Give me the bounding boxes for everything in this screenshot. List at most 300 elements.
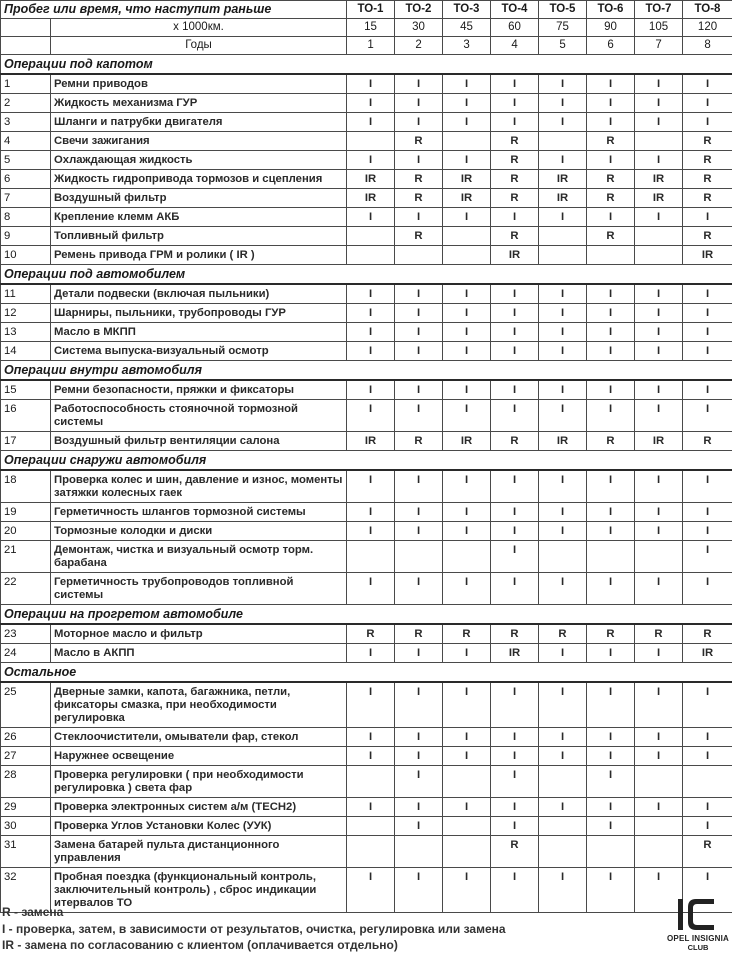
operation-code-cell: I: [491, 728, 539, 747]
operation-code-cell: I: [683, 728, 732, 747]
operation-code-cell: R: [443, 624, 491, 644]
operation-code-cell: I: [491, 522, 539, 541]
operation-code-cell: I: [491, 682, 539, 728]
operation-code-cell: R: [491, 170, 539, 189]
operation-code-cell: I: [347, 868, 395, 913]
operation-number: 30: [1, 817, 51, 836]
operation-code-cell: I: [683, 284, 732, 304]
operation-code-cell: [443, 836, 491, 868]
operation-code-cell: I: [347, 400, 395, 432]
operation-code-cell: I: [395, 113, 443, 132]
operation-row: [1, 74, 732, 94]
operation-code-cell: [635, 817, 683, 836]
operation-code-cell: I: [587, 682, 635, 728]
operation-row: [1, 470, 732, 503]
operation-code-cell: I: [587, 323, 635, 342]
operation-code-cell: I: [347, 470, 395, 503]
operation-code-cell: I: [491, 766, 539, 798]
operation-code-cell: R: [539, 624, 587, 644]
operation-code-cell: I: [491, 380, 539, 400]
to-label: ТО-8: [683, 1, 732, 19]
operation-code-cell: I: [587, 74, 635, 94]
operation-description: Ремень привода ГРМ и ролики ( IR ): [51, 246, 347, 265]
operation-code-cell: [347, 766, 395, 798]
operation-code-cell: I: [395, 94, 443, 113]
operation-description: Демонтаж, чистка и визуальный осмотр торм. барабана: [51, 541, 347, 573]
operation-row: [1, 380, 732, 400]
operation-code-cell: I: [347, 208, 395, 227]
section-header-row: [1, 361, 732, 381]
operation-code-cell: I: [347, 573, 395, 605]
operation-row: [1, 342, 732, 361]
operation-code-cell: I: [395, 817, 443, 836]
operation-row: [1, 284, 732, 304]
operation-code-cell: IR: [443, 170, 491, 189]
operation-code-cell: R: [491, 227, 539, 246]
operation-description: Жидкость механизма ГУР: [51, 94, 347, 113]
year-value: 1: [347, 37, 395, 55]
operation-code-cell: R: [491, 189, 539, 208]
logo-text-line1: OPEL INSIGNIA: [666, 934, 730, 943]
year-value: 5: [539, 37, 587, 55]
operation-code-cell: I: [587, 151, 635, 170]
operation-code-cell: I: [539, 284, 587, 304]
operation-code-cell: I: [443, 573, 491, 605]
operation-number: 21: [1, 541, 51, 573]
operation-description: Детали подвески (включая пыльники): [51, 284, 347, 304]
operation-code-cell: I: [539, 74, 587, 94]
operation-code-cell: IR: [539, 170, 587, 189]
operation-code-cell: I: [347, 682, 395, 728]
operation-row: [1, 766, 732, 798]
operation-code-cell: [443, 766, 491, 798]
operation-code-cell: I: [395, 747, 443, 766]
operation-row: [1, 432, 732, 451]
operation-code-cell: IR: [539, 432, 587, 451]
operation-description: Моторное масло и фильтр: [51, 624, 347, 644]
operation-code-cell: I: [635, 644, 683, 663]
operation-code-cell: I: [443, 323, 491, 342]
operation-description: Ремни приводов: [51, 74, 347, 94]
operation-code-cell: [539, 541, 587, 573]
operation-code-cell: I: [539, 94, 587, 113]
operation-code-cell: I: [683, 682, 732, 728]
mileage-value: 30: [395, 19, 443, 37]
operation-description: Проверка электронных систем а/м (TECH2): [51, 798, 347, 817]
to-label: ТО-4: [491, 1, 539, 19]
operation-code-cell: I: [347, 522, 395, 541]
operation-code-cell: I: [635, 682, 683, 728]
operation-code-cell: R: [395, 189, 443, 208]
operation-code-cell: R: [587, 189, 635, 208]
operation-code-cell: I: [683, 304, 732, 323]
to-label: ТО-5: [539, 1, 587, 19]
operation-code-cell: I: [443, 747, 491, 766]
operation-code-cell: [587, 541, 635, 573]
operation-code-cell: I: [491, 94, 539, 113]
operation-code-cell: I: [635, 342, 683, 361]
operation-code-cell: [395, 541, 443, 573]
operation-code-cell: I: [683, 94, 732, 113]
operation-code-cell: I: [491, 470, 539, 503]
operation-code-cell: I: [539, 868, 587, 913]
operation-code-cell: I: [395, 573, 443, 605]
legend-r: R - замена: [2, 905, 64, 919]
operation-code-cell: I: [539, 323, 587, 342]
operation-code-cell: R: [683, 227, 732, 246]
operation-number: 23: [1, 624, 51, 644]
operation-row: [1, 541, 732, 573]
operation-code-cell: I: [587, 747, 635, 766]
operation-row: [1, 113, 732, 132]
operation-code-cell: I: [539, 113, 587, 132]
operation-code-cell: I: [491, 323, 539, 342]
operation-code-cell: [395, 246, 443, 265]
operation-code-cell: [635, 836, 683, 868]
operation-description: Воздушный фильтр: [51, 189, 347, 208]
operation-code-cell: I: [683, 470, 732, 503]
operation-code-cell: I: [683, 208, 732, 227]
operation-row: [1, 170, 732, 189]
header-row-to: [1, 1, 732, 19]
operation-code-cell: I: [539, 304, 587, 323]
operation-code-cell: [683, 766, 732, 798]
operation-code-cell: R: [587, 432, 635, 451]
operation-row: [1, 682, 732, 728]
operation-code-cell: I: [395, 208, 443, 227]
operation-code-cell: [587, 246, 635, 265]
operation-code-cell: [539, 246, 587, 265]
operation-number: 2: [1, 94, 51, 113]
operation-code-cell: I: [395, 304, 443, 323]
operation-code-cell: I: [683, 503, 732, 522]
year-value: 4: [491, 37, 539, 55]
operation-code-cell: I: [491, 868, 539, 913]
operation-code-cell: I: [539, 380, 587, 400]
operation-code-cell: I: [539, 503, 587, 522]
mileage-value: 120: [683, 19, 732, 37]
to-label: ТО-3: [443, 1, 491, 19]
operation-code-cell: R: [683, 189, 732, 208]
operation-code-cell: I: [347, 94, 395, 113]
operation-code-cell: IR: [443, 432, 491, 451]
operation-code-cell: [347, 836, 395, 868]
operation-code-cell: I: [491, 798, 539, 817]
year-value: 7: [635, 37, 683, 55]
operation-code-cell: [635, 766, 683, 798]
operation-code-cell: I: [395, 644, 443, 663]
operation-row: [1, 817, 732, 836]
legend-ir: IR - замена по согласованию с клиентом (оплачивается отдельно): [2, 938, 398, 952]
operation-description: Проверка регулировки ( при необходимости регулировка ) света фар: [51, 766, 347, 798]
operation-code-cell: R: [587, 227, 635, 246]
operation-code-cell: I: [347, 728, 395, 747]
operation-code-cell: [539, 817, 587, 836]
operation-code-cell: R: [491, 624, 539, 644]
operation-description: Жидкость гидропривода тормозов и сцепления: [51, 170, 347, 189]
mileage-value: 60: [491, 19, 539, 37]
operation-code-cell: R: [587, 170, 635, 189]
mileage-value: 105: [635, 19, 683, 37]
operation-code-cell: I: [635, 798, 683, 817]
operation-number: 6: [1, 170, 51, 189]
operation-row: [1, 522, 732, 541]
operation-code-cell: [443, 227, 491, 246]
to-label: ТО-6: [587, 1, 635, 19]
operation-number: 26: [1, 728, 51, 747]
operation-code-cell: I: [347, 323, 395, 342]
operation-code-cell: I: [347, 503, 395, 522]
operation-code-cell: I: [635, 503, 683, 522]
operation-number: 9: [1, 227, 51, 246]
operation-code-cell: R: [395, 432, 443, 451]
operation-number: 17: [1, 432, 51, 451]
operation-code-cell: I: [539, 573, 587, 605]
operation-code-cell: I: [587, 817, 635, 836]
operation-code-cell: IR: [347, 189, 395, 208]
operation-code-cell: I: [443, 342, 491, 361]
operation-description: Шланги и патрубки двигателя: [51, 113, 347, 132]
operation-code-cell: I: [443, 284, 491, 304]
operation-code-cell: I: [491, 541, 539, 573]
operation-code-cell: R: [635, 624, 683, 644]
mileage-value: 15: [347, 19, 395, 37]
operation-row: [1, 227, 732, 246]
operation-code-cell: R: [395, 227, 443, 246]
operation-code-cell: R: [587, 132, 635, 151]
mileage-label: х 1000км.: [51, 19, 347, 37]
operation-description: Герметичность шлангов тормозной системы: [51, 503, 347, 522]
operation-code-cell: I: [683, 113, 732, 132]
operation-code-cell: I: [491, 747, 539, 766]
operation-code-cell: I: [539, 728, 587, 747]
operation-code-cell: I: [635, 400, 683, 432]
operation-description: Замена батарей пульта дистанционного управления: [51, 836, 347, 868]
section-title: Операции под капотом: [1, 55, 732, 75]
operation-code-cell: I: [683, 323, 732, 342]
operation-code-cell: R: [683, 836, 732, 868]
operation-code-cell: I: [347, 747, 395, 766]
operation-number: 18: [1, 470, 51, 503]
operation-row: [1, 246, 732, 265]
operation-code-cell: I: [683, 74, 732, 94]
operation-code-cell: I: [347, 284, 395, 304]
operation-number: 24: [1, 644, 51, 663]
operation-code-cell: I: [491, 304, 539, 323]
ic-monogram-icon: [676, 898, 716, 932]
operation-code-cell: [539, 766, 587, 798]
operation-code-cell: [395, 836, 443, 868]
operation-code-cell: I: [539, 400, 587, 432]
operation-code-cell: IR: [347, 432, 395, 451]
section-header-row: [1, 605, 732, 625]
operation-code-cell: I: [491, 284, 539, 304]
operation-code-cell: I: [539, 208, 587, 227]
operation-code-cell: I: [587, 503, 635, 522]
operation-code-cell: I: [635, 94, 683, 113]
operation-code-cell: I: [395, 503, 443, 522]
operation-code-cell: I: [635, 747, 683, 766]
operation-code-cell: I: [587, 113, 635, 132]
operation-code-cell: I: [395, 284, 443, 304]
operation-code-cell: I: [443, 470, 491, 503]
operation-code-cell: I: [539, 798, 587, 817]
operation-code-cell: I: [587, 284, 635, 304]
header-row-years: [1, 37, 732, 55]
operation-code-cell: I: [683, 541, 732, 573]
operation-code-cell: I: [587, 798, 635, 817]
operation-code-cell: I: [443, 728, 491, 747]
operation-code-cell: I: [539, 682, 587, 728]
operation-code-cell: I: [395, 400, 443, 432]
operation-code-cell: I: [395, 522, 443, 541]
logo-text-line2: CLUB: [687, 943, 709, 952]
operation-number: 11: [1, 284, 51, 304]
operation-code-cell: I: [395, 470, 443, 503]
mileage-value: 45: [443, 19, 491, 37]
operation-code-cell: I: [635, 284, 683, 304]
operation-code-cell: I: [539, 644, 587, 663]
section-header-row: [1, 663, 732, 683]
operation-code-cell: I: [683, 342, 732, 361]
operation-code-cell: I: [491, 74, 539, 94]
year-value: 8: [683, 37, 732, 55]
operation-description: Масло в АКПП: [51, 644, 347, 663]
operation-code-cell: I: [347, 74, 395, 94]
operation-code-cell: I: [443, 74, 491, 94]
operation-number: 15: [1, 380, 51, 400]
operation-description: Крепление клемм АКБ: [51, 208, 347, 227]
mileage-value: 75: [539, 19, 587, 37]
section-title: Операции под автомобилем: [1, 265, 732, 285]
operation-row: [1, 94, 732, 113]
to-label: ТО-7: [635, 1, 683, 19]
operation-number: 14: [1, 342, 51, 361]
operation-code-cell: I: [587, 573, 635, 605]
operation-code-cell: I: [587, 94, 635, 113]
operation-code-cell: I: [347, 380, 395, 400]
operation-code-cell: I: [587, 380, 635, 400]
operation-code-cell: I: [395, 728, 443, 747]
section-title: Остальное: [1, 663, 732, 683]
operation-code-cell: I: [443, 798, 491, 817]
operation-code-cell: IR: [491, 246, 539, 265]
operation-code-cell: I: [539, 151, 587, 170]
operation-code-cell: I: [491, 817, 539, 836]
operation-code-cell: I: [683, 747, 732, 766]
operation-description: Проверка колес и шин, давление и износ, моменты затяжки колесных гаек: [51, 470, 347, 503]
section-title: Операции на прогретом автомобиле: [1, 605, 732, 625]
operation-description: Топливный фильтр: [51, 227, 347, 246]
operation-code-cell: [635, 132, 683, 151]
operation-code-cell: I: [395, 74, 443, 94]
operation-number: 27: [1, 747, 51, 766]
operation-code-cell: [347, 132, 395, 151]
operation-number: 28: [1, 766, 51, 798]
operation-description: Шарниры, пыльники, трубопроводы ГУР: [51, 304, 347, 323]
operation-code-cell: I: [395, 380, 443, 400]
operation-code-cell: I: [683, 522, 732, 541]
operation-code-cell: I: [443, 151, 491, 170]
operation-code-cell: I: [587, 644, 635, 663]
operation-row: [1, 132, 732, 151]
operation-code-cell: I: [395, 868, 443, 913]
operation-code-cell: I: [635, 304, 683, 323]
operation-row: [1, 400, 732, 432]
operation-code-cell: I: [395, 682, 443, 728]
operation-code-cell: I: [443, 400, 491, 432]
operation-code-cell: I: [347, 113, 395, 132]
operation-number: 4: [1, 132, 51, 151]
operation-description: Тормозные колодки и диски: [51, 522, 347, 541]
operation-code-cell: I: [347, 151, 395, 170]
operation-row: [1, 189, 732, 208]
operation-code-cell: I: [587, 304, 635, 323]
operation-code-cell: I: [395, 342, 443, 361]
operation-code-cell: R: [491, 132, 539, 151]
operation-number: 19: [1, 503, 51, 522]
operation-code-cell: [347, 541, 395, 573]
operation-code-cell: IR: [443, 189, 491, 208]
operation-code-cell: R: [587, 624, 635, 644]
operation-code-cell: I: [347, 798, 395, 817]
operation-code-cell: I: [347, 342, 395, 361]
operation-code-cell: [443, 246, 491, 265]
operation-code-cell: [635, 227, 683, 246]
operation-code-cell: I: [395, 798, 443, 817]
operation-code-cell: [443, 817, 491, 836]
operation-code-cell: R: [683, 624, 732, 644]
year-value: 6: [587, 37, 635, 55]
operation-row: [1, 798, 732, 817]
operation-row: [1, 208, 732, 227]
operation-code-cell: R: [395, 624, 443, 644]
year-value: 3: [443, 37, 491, 55]
operation-code-cell: I: [683, 573, 732, 605]
operation-code-cell: [539, 227, 587, 246]
operation-number: 5: [1, 151, 51, 170]
operation-code-cell: I: [587, 868, 635, 913]
operation-description: Стеклоочистители, омыватели фар, стекол: [51, 728, 347, 747]
operation-code-cell: R: [683, 151, 732, 170]
operation-row: [1, 304, 732, 323]
operation-code-cell: I: [635, 380, 683, 400]
operation-code-cell: [443, 541, 491, 573]
operation-code-cell: I: [635, 208, 683, 227]
header-blank-cell: [1, 19, 51, 37]
operation-code-cell: I: [635, 113, 683, 132]
operation-description: Ремни безопасности, пряжки и фиксаторы: [51, 380, 347, 400]
operation-description: Работоспособность стояночной тормозной системы: [51, 400, 347, 432]
operation-code-cell: I: [539, 522, 587, 541]
operation-code-cell: I: [587, 342, 635, 361]
operation-number: 13: [1, 323, 51, 342]
operation-code-cell: I: [443, 208, 491, 227]
operation-description: Свечи зажигания: [51, 132, 347, 151]
operation-code-cell: IR: [491, 644, 539, 663]
operation-code-cell: IR: [683, 246, 732, 265]
operation-code-cell: [539, 836, 587, 868]
operation-description: Охлаждающая жидкость: [51, 151, 347, 170]
operation-code-cell: I: [443, 868, 491, 913]
operation-description: Герметичность трубопроводов топливной системы: [51, 573, 347, 605]
section-header-row: [1, 55, 732, 75]
operation-code-cell: R: [395, 170, 443, 189]
operation-code-cell: R: [491, 432, 539, 451]
operation-code-cell: I: [491, 503, 539, 522]
operation-code-cell: I: [443, 113, 491, 132]
operation-code-cell: [635, 541, 683, 573]
